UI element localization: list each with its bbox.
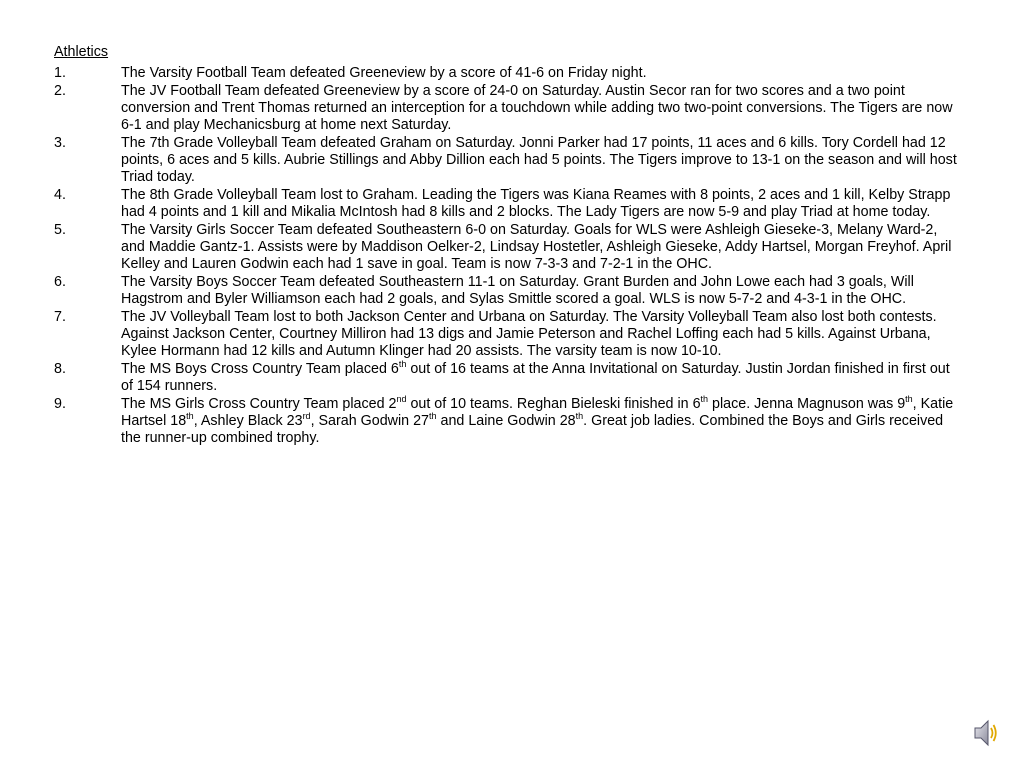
- list-item-number: 6.: [54, 274, 66, 290]
- text-run: The JV Volleyball Team lost to both Jackson Center and Urbana on Saturday. The Varsity Volleyball Team also lost both contests. Against Jackson Center, Courtney Milliron had 13 digs and Jamie Peterson and Rachel Loffing each had 5 kills. Against Urbana, Kylee Hormann had 12 kills and Autumn Klinger had 20 assists. The varsity team is now 10-10.: [121, 309, 937, 359]
- speaker-icon[interactable]: [973, 716, 999, 750]
- list-item: [54, 187, 964, 221]
- text-run: out of 16 teams at the Anna Invitational on Saturday. Justin Jordan finished in first out of 154 runners.: [121, 361, 950, 394]
- ordinal-suffix: rd: [302, 411, 311, 422]
- ordinal-suffix: th: [398, 359, 407, 370]
- list-item: [54, 222, 964, 273]
- list-item-text: [121, 222, 964, 273]
- text-run: , Ashley Black 23: [193, 413, 303, 429]
- list-item-text: [121, 361, 964, 395]
- list-item-text: [121, 309, 964, 360]
- list-item: [54, 83, 964, 134]
- text-run: The Varsity Girls Soccer Team defeated Southeastern 6-0 on Saturday. Goals for WLS were Ashleigh Gieseke-3, Melany Ward-2, and Maddie Gantz-1. Assists were by Maddison Oelker-2, Lindsay Hostetler, Ashleigh Gieseke, Addy Hartsel, Morgan Freyhof. April Kelley and Lauren Godwin each had 1 save in goal. Team is now 7-3-3 and 7-2-1 in the OHC.: [121, 222, 952, 272]
- text-run: place. Jenna Magnuson was 9: [708, 396, 906, 412]
- text-run: , Sarah Godwin 27: [310, 413, 429, 429]
- section-heading: Athletics: [54, 44, 109, 60]
- list-item-text: [121, 396, 964, 447]
- text-run: The Varsity Football Team defeated Greeneview by a score of 41-6 on Friday night.: [121, 65, 647, 81]
- text-run: The JV Football Team defeated Greeneview by a score of 24-0 on Saturday. Austin Secor ran for two scores and a two point conversion and Trent Thomas returned an interception for a touchdown while adding two two-point conversions. The Tigers are now 6-1 and play Mechanicsburg at home next Saturday.: [121, 83, 953, 133]
- list-item-number: 3.: [54, 135, 66, 151]
- text-run: The 7th Grade Volleyball Team defeated Graham on Saturday. Jonni Parker had 17 points, 11 aces and 6 kills. Tory Cordell had 12 points, 6 aces and 5 kills. Aubrie Stillings and Abby Dillion each had 5 points. The Tigers improve to 13-1 on the season and will host Triad today.: [121, 135, 957, 185]
- list-item: [54, 309, 964, 360]
- list-item-number: 7.: [54, 309, 66, 325]
- speaker-icon-graphic: [973, 716, 999, 750]
- list-item-text: [121, 274, 964, 308]
- text-run: , Katie Hartsel 18: [121, 396, 954, 429]
- list-item: [54, 361, 964, 395]
- text-run: The MS Girls Cross Country Team placed 2: [121, 396, 397, 412]
- list-item-text: [121, 135, 964, 186]
- ordinal-suffix: th: [905, 394, 913, 405]
- ordinal-suffix: th: [575, 411, 584, 422]
- text-run: . Great job ladies. Combined the Boys and Girls received the runner-up combined trophy.: [121, 413, 944, 446]
- ordinal-suffix: nd: [396, 394, 407, 405]
- list-item: [54, 65, 964, 82]
- list-item-number: 5.: [54, 222, 66, 238]
- list-item-number: 1.: [54, 65, 66, 81]
- text-run: out of 10 teams. Reghan Bieleski finished in 6: [406, 396, 701, 412]
- list-item-text: [121, 83, 964, 134]
- list-item-number: 8.: [54, 361, 66, 377]
- list-item-number: 9.: [54, 396, 66, 412]
- ordinal-suffix: th: [186, 411, 194, 422]
- list-item-number: 2.: [54, 83, 66, 99]
- text-run: The Varsity Boys Soccer Team defeated Southeastern 11-1 on Saturday. Grant Burden and John Lowe each had 3 goals, Will Hagstrom and Byler Williamson each had 2 goals, and Sylas Smittle scored a goal. WLS is now 5-7-2 and 4-3-1 in the OHC.: [121, 274, 914, 307]
- ordinal-suffix: th: [700, 394, 709, 405]
- list-item-number: 4.: [54, 187, 66, 203]
- list-item: [54, 274, 964, 308]
- slide-content: [54, 44, 964, 448]
- news-list: [54, 65, 964, 447]
- text-run: and Laine Godwin 28: [436, 413, 576, 429]
- text-run: The MS Boys Cross Country Team placed 6: [121, 361, 399, 377]
- list-item: [54, 135, 964, 186]
- text-run: The 8th Grade Volleyball Team lost to Graham. Leading the Tigers was Kiana Reames with 8 points, 2 aces and 1 kill, Kelby Strapp had 4 points and 1 kill and Mikalia McIntosh had 8 kills and 2 blocks. The Lady Tigers are now 5-9 and play Triad at home today.: [121, 187, 951, 220]
- list-item-text: [121, 65, 964, 82]
- ordinal-suffix: th: [429, 411, 437, 422]
- list-item-text: [121, 187, 964, 221]
- list-item: [54, 396, 964, 447]
